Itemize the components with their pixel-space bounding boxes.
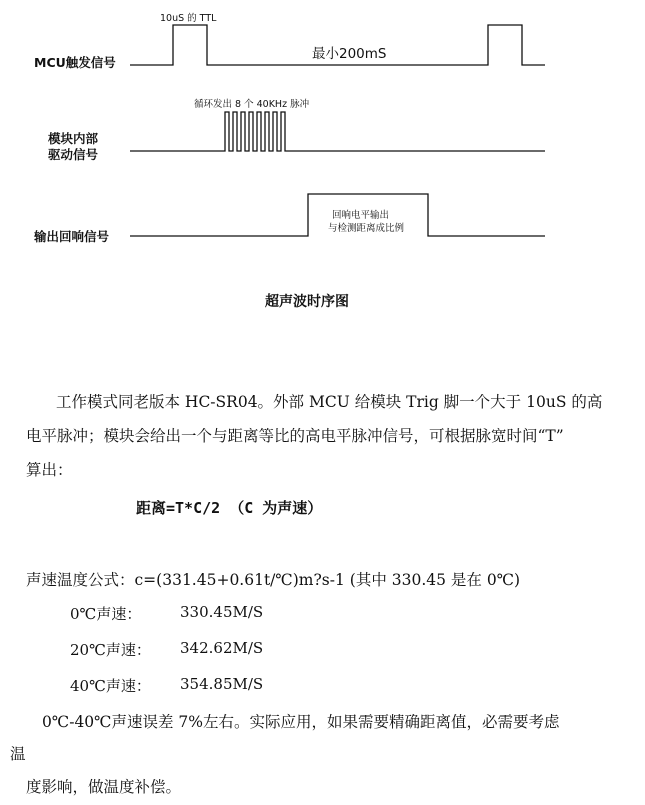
pulse-width-annotation: 10uS 的 TTL xyxy=(160,13,217,24)
speed-row-label: 40℃声速： xyxy=(70,677,151,695)
drive-signal-label-line1: 模块内部 xyxy=(48,131,99,146)
paragraph-line-1: 工作模式同老版本 HC-SR04。外部 MCU 给模块 Trig 脚一个大于 10uS 的高 xyxy=(56,393,603,411)
diagram-caption: 超声波时序图 xyxy=(265,294,349,310)
speed-row xyxy=(70,639,330,660)
paragraph-line-2: 电平脉冲；模块会给出一个与距离等比的高电平脉冲信号，可根据脉宽时间“T” xyxy=(26,427,564,445)
note-line-2: 温 xyxy=(10,745,26,763)
distance-formula: 距离=T*C/2 （C 为声速） xyxy=(136,499,323,517)
note-line-1: 0℃-40℃声速误差 7%左右。实际应用，如果需要精确距离值，必需要考虑 xyxy=(42,713,560,731)
trigger-signal-label: MCU触发信号 xyxy=(34,55,116,70)
speed-row-value: 354.85M/S xyxy=(180,675,264,693)
speed-row-label: 20℃声速： xyxy=(70,641,151,659)
speed-row xyxy=(70,675,330,696)
speed-row-value: 330.45M/S xyxy=(180,603,264,621)
speed-row-label: 0℃声速： xyxy=(70,605,142,623)
echo-annotation-line1: 回响电平输出 xyxy=(332,210,390,221)
drive-waveform xyxy=(130,112,545,151)
paragraph-line-3: 算出： xyxy=(26,461,73,479)
speed-row-value: 342.62M/S xyxy=(180,639,264,657)
note-line-3: 度影响，做温度补偿。 xyxy=(26,778,182,796)
drive-signal-label-line2: 驱动信号 xyxy=(48,147,99,162)
speed-row xyxy=(70,603,330,624)
echo-annotation-line2: 与检测距离成比例 xyxy=(328,223,405,234)
echo-signal-label: 输出回响信号 xyxy=(34,229,110,244)
sound-speed-formula: 声速温度公式：c=(331.45+0.61t/℃)m?s-1 (其中 330.45 是在 0℃) xyxy=(26,571,521,589)
min-period-annotation: 最小200mS xyxy=(312,46,387,62)
burst-annotation: 循环发出 8 个 40KHz 脉冲 xyxy=(194,99,310,110)
